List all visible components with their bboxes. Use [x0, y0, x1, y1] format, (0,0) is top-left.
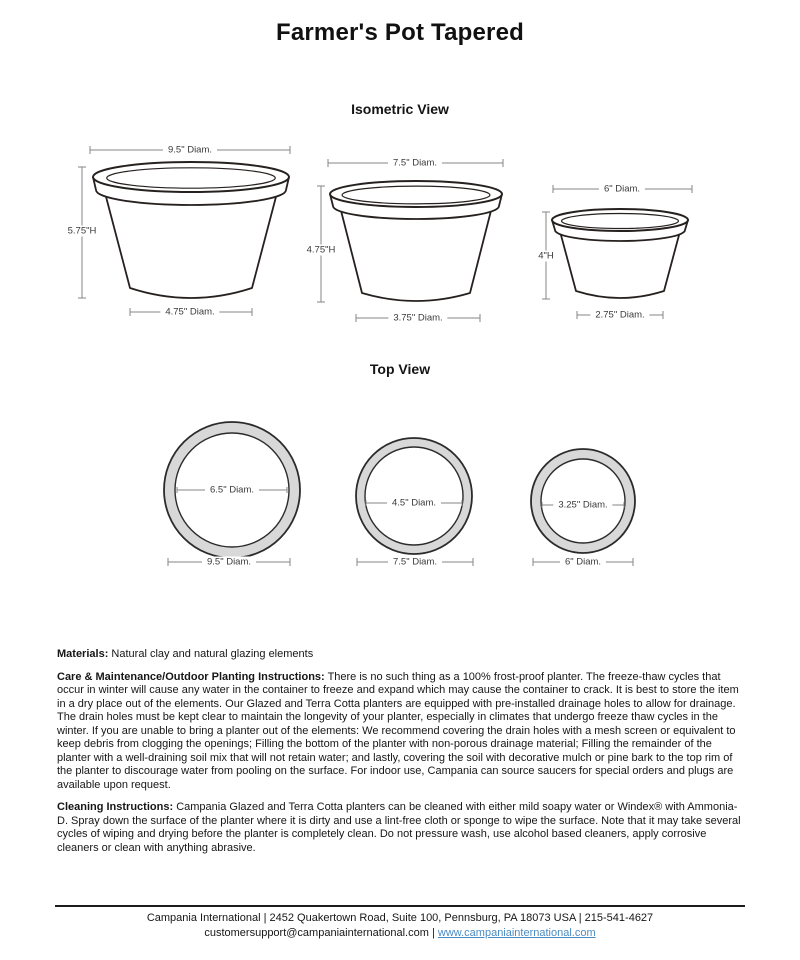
dim-label-ring3-inner-diameter: 3.25" Diam.: [553, 500, 612, 511]
materials-label: Materials:: [57, 648, 109, 660]
dim-label-pot3-bottom-diameter: 2.75" Diam.: [590, 310, 649, 321]
page-title: Farmer's Pot Tapered: [275, 19, 524, 46]
dim-label-ring1-inner-diameter: 6.5" Diam.: [205, 485, 259, 496]
isometric-view-heading: Isometric View: [351, 101, 449, 117]
dim-label-ring1-outer-diameter: 9.5" Diam.: [202, 557, 256, 568]
dim-label-pot1-bottom-diameter: 4.75" Diam.: [160, 307, 219, 318]
cleaning-label: Cleaning Instructions:: [57, 801, 174, 813]
care-maintenance-label: Care & Maintenance/Outdoor Planting Instructions:: [57, 670, 325, 683]
footer-web-line: [0, 926, 800, 941]
dim-label-pot2-top-diameter: 7.5" Diam.: [388, 158, 442, 169]
dim-label-pot1-height: 5.75"H: [63, 226, 102, 237]
care-maintenance-paragraph: [57, 671, 747, 793]
materials-text: Natural clay and natural glazing elements: [111, 648, 314, 660]
dim-label-pot2-height: 4.75"H: [302, 245, 341, 256]
materials-paragraph: [57, 648, 747, 662]
dim-label-pot3-top-diameter: 6" Diam.: [599, 184, 645, 195]
dim-label-pot2-bottom-diameter: 3.75" Diam.: [388, 313, 447, 324]
dim-label-ring2-inner-diameter: 4.5" Diam.: [387, 498, 441, 509]
dim-label-ring2-outer-diameter: 7.5" Diam.: [388, 557, 442, 568]
dim-label-ring3-outer-diameter: 6" Diam.: [560, 557, 606, 568]
dim-label-pot3-height: 4"H: [533, 251, 559, 262]
footer-email: customersupport@campaniainternational.com: [204, 926, 429, 939]
top-view-heading: Top View: [369, 361, 431, 377]
cleaning-paragraph: [57, 801, 747, 855]
footer-contact-line: Campania International | 2452 Quakertown Road, Suite 100, Pennsburg, PA 18073 USA | 215-541-4627: [146, 912, 654, 924]
footer-separator: |: [428, 926, 438, 939]
footer: [0, 911, 800, 940]
cleaning-text: Campania Glazed and Terra Cotta planters can be cleaned with either mild soapy water or Windex® with Ammonia-D. Spray down the surface of the planter where it is dirty and use a lint-free cloth or sponge to wipe the surface. Note that it may take several cycles of wiping and drying before the planter is completely clean. Do not pressure wash, use alcohol based cleaners, apply corrosive cleaners or clean with anything abrasive.: [57, 801, 741, 854]
product-details: [57, 648, 747, 864]
footer-divider: [55, 905, 745, 907]
dim-label-pot1-top-diameter: 9.5" Diam.: [163, 145, 217, 156]
company-website-link[interactable]: www.campaniainternational.com: [437, 926, 596, 939]
care-maintenance-text: There is no such thing as a 100% frost-proof planter. The freeze-thaw cycles that occur in winter will cause any water in the container to freeze and expand which may cause the container to crack. It is best to store the item in a dry place out of the elements. Our Glazed and Terra Cotta planters are equipped with pre-installed drainage holes to allow for drainage. The drain holes must be kept clear to maintain the longevity of your planter, especially in climates that undergo freeze thaw cycles in the winter. If you are unable to bring a planter out of the elements: We recommend covering the drain holes with a mesh screen or equivalent to keep debris from clogging the openings; Filling the bottom of the planter with non-porous drainage material; Filling the remainder of the planter with a well-draining soil mix that will not retain water; and lastly, covering the soil with decorative mulch or pine bark to the top rim of the planter to discourage water from pooling on the surface. For indoor use, Campania can source saucers for special orders and plugs are available upon request.: [57, 670, 739, 791]
